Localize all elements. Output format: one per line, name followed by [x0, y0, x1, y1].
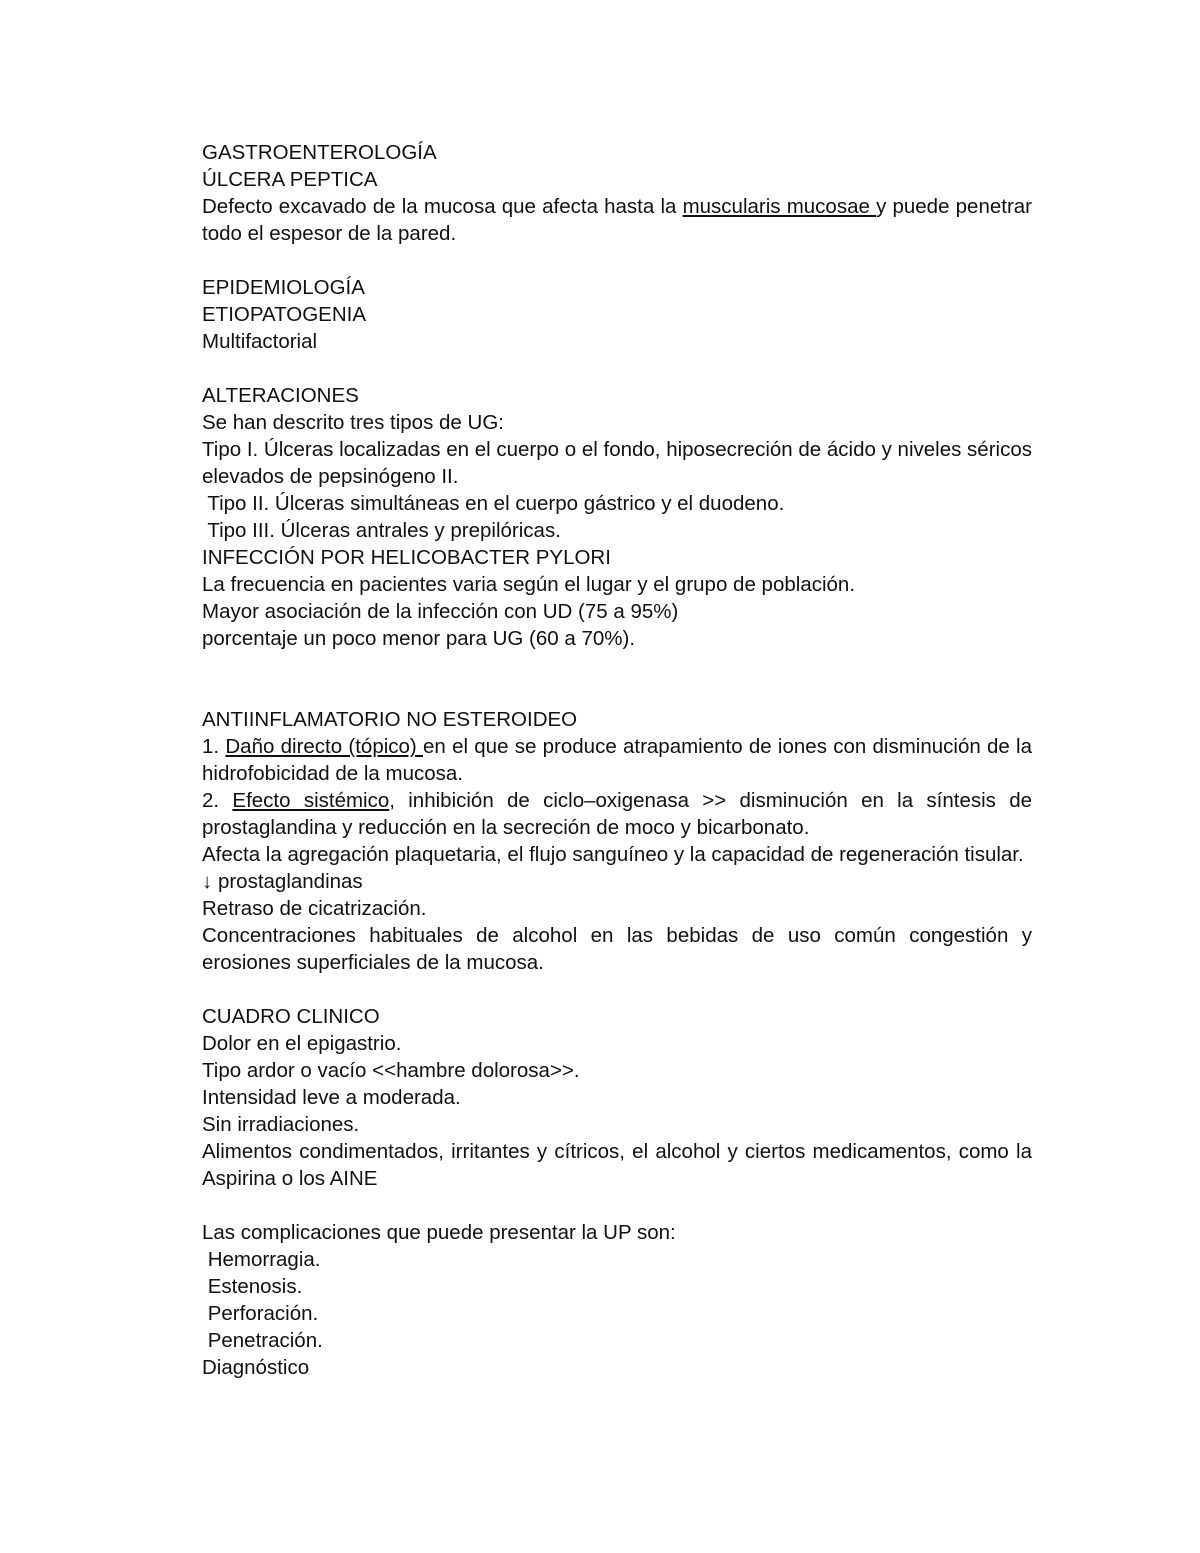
epidemiology-heading: EPIDEMIOLOGÍA [202, 276, 365, 299]
nsaid-item1-number: 1. [202, 735, 226, 758]
diagnosis-heading: Diagnóstico [202, 1356, 310, 1379]
definition-text-before: Defecto excavado de la mucosa que afecta hasta la [202, 195, 683, 218]
complication-item: Perforación. [202, 1302, 319, 1325]
etiopathogenesis-text: Multifactorial [202, 330, 318, 353]
definition-underlined-term: muscularis mucosae [682, 195, 877, 218]
nsaid-platelet: Afecta la agregación plaquetaria, el flujo sanguíneo y la capacidad de regeneración tisular. [202, 843, 1024, 866]
nsaid-healing: Retraso de cicatrización. [202, 897, 427, 920]
clinical-line1: Dolor en el epigastrio. [202, 1032, 402, 1055]
document-page [202, 139, 1032, 1381]
definition-text-after: y puede penetrar todo el espesor de la pared. [202, 195, 1032, 245]
nsaid-item1 [202, 733, 1032, 787]
definition-paragraph [202, 193, 1032, 247]
nsaid-item2-underlined: Efecto sistémico [232, 789, 390, 812]
alterations-type1: Tipo I. Úlceras localizadas en el cuerpo o el fondo, hiposecreción de ácido y niveles séricos elevados de pepsinógeno II. [202, 438, 1032, 488]
nsaid-item2-number: 2. [202, 789, 233, 812]
clinical-line5: Alimentos condimentados, irritantes y cítricos, el alcohol y ciertos medicamentos, como la Aspirina o los AINE [202, 1140, 1032, 1190]
document-title: GASTROENTEROLOGÍA [202, 141, 437, 164]
clinical-heading: CUADRO CLINICO [202, 1005, 380, 1028]
alterations-intro: Se han descrito tres tipos de UG: [202, 411, 504, 434]
hpylori-line1: La frecuencia en pacientes varia según el lugar y el grupo de población. [202, 573, 856, 596]
complication-item: Hemorragia. [202, 1248, 321, 1271]
nsaid-item2-text: , inhibición de ciclo–oxigenasa >> disminución en la síntesis de prostaglandina y reducción en la secreción de moco y bicarbonato. [202, 789, 1033, 839]
hpylori-line2: Mayor asociación de la infección con UD (75 a 95%) [202, 600, 679, 623]
complications-intro: Las complicaciones que puede presentar la UP son: [202, 1221, 676, 1244]
nsaid-item1-underlined: Daño directo (tópico) [225, 735, 424, 758]
spacer [202, 1192, 1032, 1219]
clinical-line2: Tipo ardor o vacío <<hambre dolorosa>>. [202, 1059, 580, 1082]
alterations-heading: ALTERACIONES [202, 384, 359, 407]
clinical-line4: Sin irradiaciones. [202, 1113, 360, 1136]
nsaid-alcohol: Concentraciones habituales de alcohol en las bebidas de uso común congestión y erosiones superficiales de la mucosa. [202, 924, 1032, 974]
spacer [202, 679, 1032, 706]
spacer [202, 652, 1032, 679]
spacer [202, 247, 1032, 274]
complication-item: Penetración. [202, 1329, 323, 1352]
clinical-line3: Intensidad leve a moderada. [202, 1086, 461, 1109]
complication-item: Estenosis. [202, 1275, 303, 1298]
document-subtitle: ÚLCERA PEPTICA [202, 168, 378, 191]
nsaid-prostaglandins: ↓ prostaglandinas [202, 870, 363, 893]
etiopathogenesis-heading: ETIOPATOGENIA [202, 303, 367, 326]
spacer [202, 976, 1032, 1003]
alterations-type3: Tipo III. Úlceras antrales y prepilóricas. [202, 519, 561, 542]
spacer [202, 355, 1032, 382]
nsaid-item1-text: en el que se produce atrapamiento de iones con disminución de la hidrofobicidad de la mucosa. [202, 735, 1033, 785]
nsaid-heading: ANTIINFLAMATORIO NO ESTEROIDEO [202, 708, 578, 731]
nsaid-item2 [202, 787, 1032, 841]
alterations-type2: Tipo II. Úlceras simultáneas en el cuerpo gástrico y el duodeno. [202, 492, 785, 515]
hpylori-heading: INFECCIÓN POR HELICOBACTER PYLORI [202, 546, 611, 569]
hpylori-line3: porcentaje un poco menor para UG (60 a 70%). [202, 627, 636, 650]
